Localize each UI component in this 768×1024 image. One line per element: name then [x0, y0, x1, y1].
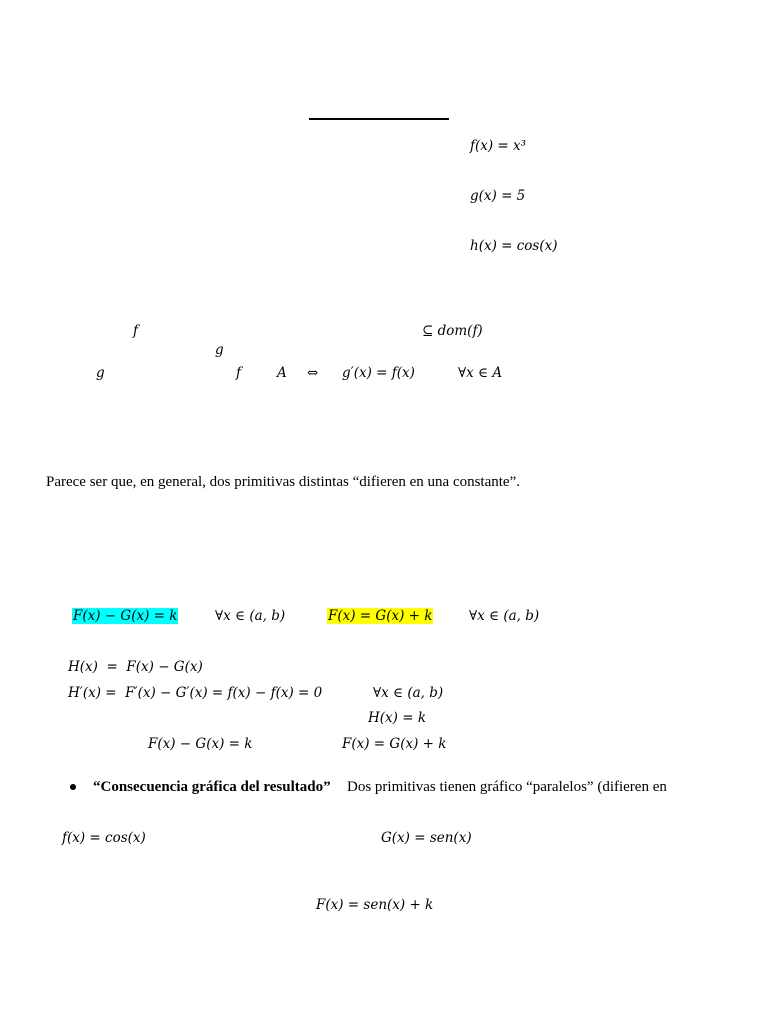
- theorem-equation-sum: [327, 607, 433, 625]
- definition-g-symbol-top: g: [215, 342, 224, 358]
- bullet-text: Dos primitivas tienen gráfico “paralelos” (difieren en: [347, 779, 667, 795]
- example-h-cos: h(x) = cos(x): [470, 238, 558, 254]
- proof-line-forall: ∀x ∈ (a, b): [373, 685, 444, 701]
- example2-g-sen: G(x) = sen(x): [381, 830, 472, 846]
- highlight-cyan: F(x) − G(x) = k: [73, 608, 178, 624]
- title-underline: [309, 118, 449, 120]
- definition-g-symbol: g: [96, 365, 105, 381]
- proof-line-h-definition: H(x) = F(x) − G(x): [68, 659, 203, 675]
- theorem-forall-1: ∀x ∈ (a, b): [215, 608, 286, 624]
- definition-forall-a: ∀x ∈ A: [458, 365, 503, 381]
- definition-f-symbol: f: [133, 323, 138, 339]
- proof-line-h-derivative: H′(x) = F′(x) − G′(x) = f(x) − f(x) = 0: [68, 685, 323, 701]
- highlight-yellow: F(x) = G(x) + k: [328, 608, 433, 624]
- bullet-point: [70, 784, 76, 790]
- bullet-heading: “Consecuencia gráfica del resultado”: [93, 779, 331, 795]
- definition-set-a: A: [277, 365, 287, 381]
- definition-iff: ⇔: [307, 365, 319, 381]
- proof-conclusion-difference: F(x) − G(x) = k: [148, 736, 253, 752]
- example2-f-cos: f(x) = cos(x): [62, 830, 146, 846]
- example2-f-sen-plus-k: F(x) = sen(x) + k: [316, 897, 434, 913]
- example-g-constant: g(x) = 5: [470, 188, 526, 204]
- definition-f-symbol-2: f: [236, 365, 241, 381]
- definition-domain-subset: ⊆ dom(f): [422, 323, 483, 339]
- constant-difference-paragraph: Parece ser que, en general, dos primitivas distintas “difieren en una constante”.: [46, 474, 520, 490]
- proof-conclusion-sum: F(x) = G(x) + k: [342, 736, 447, 752]
- theorem-forall-2: ∀x ∈ (a, b): [469, 608, 540, 624]
- definition-derivative-condition: g′(x) = f(x): [342, 365, 415, 381]
- proof-line-h-constant: H(x) = k: [368, 710, 426, 726]
- example-f-x-cubed: f(x) = x³: [470, 138, 527, 154]
- theorem-equation-difference: [72, 607, 178, 625]
